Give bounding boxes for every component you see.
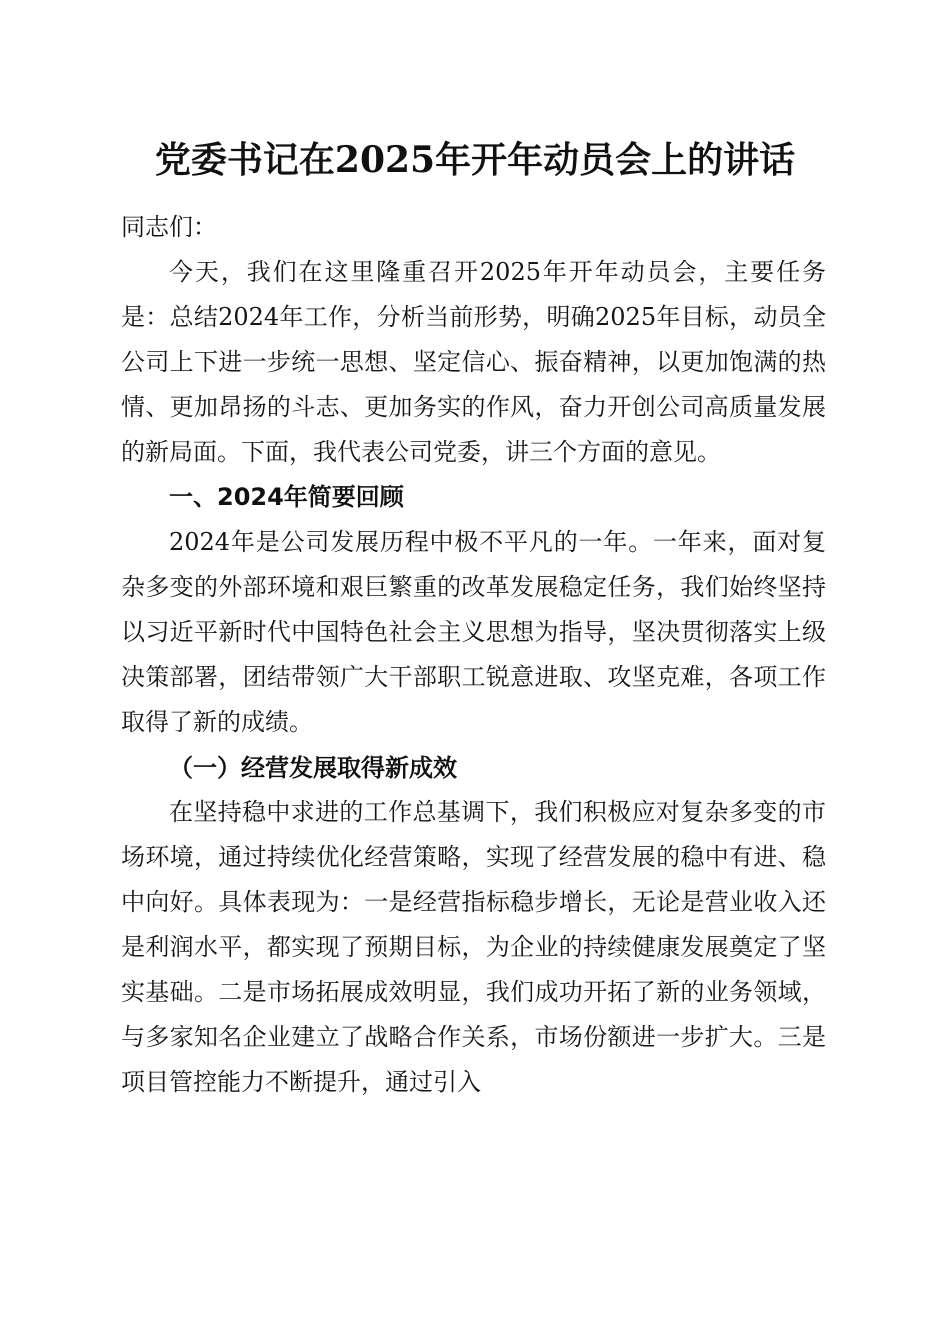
intro-paragraph: 今天，我们在这里隆重召开2025年开年动员会，主要任务是：总结2024年工作，分析当前形势，明确2025年目标，动员全公司上下进一步统一思想、坚定信心、振奋精神，以更加饱满的热情、更加昂扬的斗志、更加务实的作风，奋力开创公司高质量发展的新局面。下面，我代表公司党委，讲三个方面的意见。 bbox=[121, 258, 826, 466]
document-body bbox=[121, 205, 826, 1105]
document-title: 党委书记在2025年开年动员会上的讲话 bbox=[154, 139, 796, 181]
business-paragraph: 在坚持稳中求进的工作总基调下，我们积极应对复杂多变的市场环境，通过持续优化经营策略，实现了经营发展的稳中有进、稳中向好。具体表现为：一是经营指标稳步增长，无论是营业收入还是利润水平，都实现了预期目标，为企业的持续健康发展奠定了坚实基础。二是市场拓展成效明显，我们成功开拓了新的业务领域，与多家知名企业建立了战略合作关系，市场份额进一步扩大。三是项目管控能力不断提升，通过引入 bbox=[121, 798, 826, 1096]
section-heading-review: 一、2024年简要回顾 bbox=[169, 483, 404, 511]
salutation: 同志们： bbox=[121, 213, 217, 241]
subsection-heading-business: （一）经营发展取得新成效 bbox=[169, 753, 457, 782]
review-paragraph: 2024年是公司发展历程中极不平凡的一年。一年来，面对复杂多变的外部环境和艰巨繁重的改革发展稳定任务，我们始终坚持以习近平新时代中国特色社会主义思想为指导，坚决贯彻落实上级决策部署，团结带领广大干部职工锐意进取、攻坚克难，各项工作取得了新的成绩。 bbox=[121, 528, 826, 736]
